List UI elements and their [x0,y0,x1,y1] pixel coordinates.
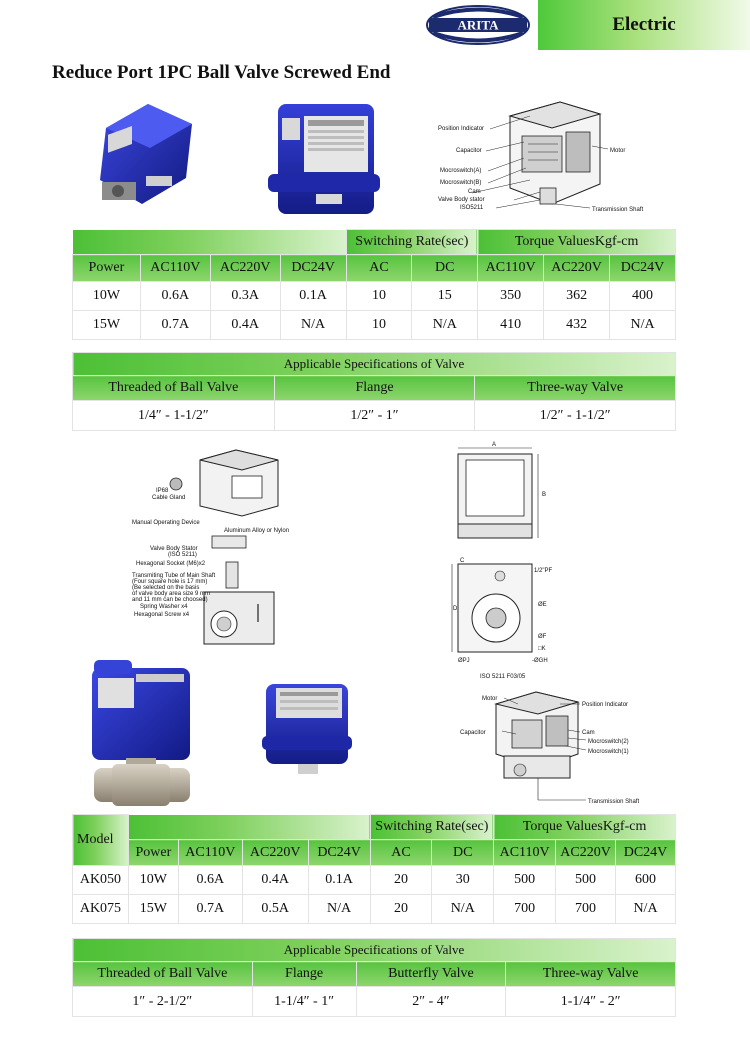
col-ac110v: AC110V [178,840,242,866]
cutaway-diagram-1 [430,96,660,220]
col-dc: DC [432,840,494,866]
col-ac: AC [346,255,412,282]
col-torque-dc24v: DC24V [616,840,676,866]
label-valve-body-stator: Valve Body Stator [150,546,198,552]
label-manual-operating-device: Manual Operating Device [132,520,200,526]
col-dc24v: DC24V [308,840,370,866]
label-body-area-size: of valve body area size 9 mm [132,591,211,597]
spec2-col-threaded: Threaded of Ball Valve [73,962,253,987]
header [0,0,750,50]
label-mocroswitch-b: Mocroswitch(B) [440,180,482,186]
label-selected-basis: (Be selected on the basis [132,585,200,591]
col-torque-dc24v: DC24V [610,255,676,282]
table-cell: 400 [610,282,676,311]
dim-b: B [542,492,547,498]
label-cam: Cam [582,730,595,736]
section-tab [538,0,750,50]
label-position-indicator: Position Indicator [438,126,485,132]
dim-gh: -ØGH [532,658,548,664]
exploded-view-diagram [128,444,304,652]
spec2-val-butterfly: 2″ - 4″ [356,987,506,1017]
table-cell: N/A [610,311,676,340]
spec2-val-three-way: 1-1/4″ - 2″ [506,987,676,1017]
table-cell: N/A [412,311,478,340]
cutaway-diagram-2 [456,684,646,806]
label-motor: Motor [482,696,498,702]
label-capacitor: Capacitor [456,148,482,154]
col-ac: AC [370,840,432,866]
table-cell: 362 [544,282,610,311]
spec2-val-threaded: 1″ - 2-1/2″ [73,987,253,1017]
table-cell [128,815,370,840]
label-position-indicator: Position Indicator [582,702,629,708]
spec2-col-three-way: Three-way Valve [506,962,676,987]
col-torque-ac220v: AC220V [556,840,616,866]
dim-a: A [492,442,497,448]
dim-pj: ØPJ [458,658,470,664]
table-row [73,282,676,311]
label-cam: Cam [468,189,481,195]
spec2-col-butterfly: Butterfly Valve [356,962,506,987]
label-mocroswitch-2: Mocroswitch(2) [588,739,629,745]
table-cell: 0.7A [178,895,242,924]
dim-e: ØE [538,602,547,608]
actuator-photo-3 [262,680,354,776]
group-switching-rate: Switching Rate(sec) [370,815,494,840]
spec1-val-three-way: 1/2″ - 1-1/2″ [475,401,676,431]
table-cell: 0.6A [178,866,242,895]
dimension-drawing [450,440,570,682]
iso-5211-f03-05: ISO 5211 F03/05 [480,674,526,680]
table-cell: 30 [432,866,494,895]
label-iso-5211: (ISO 5211) [168,552,197,558]
col-ac110v: AC110V [140,255,210,282]
table-cell: 0.6A [140,282,210,311]
table-cell: 0.3A [210,282,280,311]
label-spring-washer: Spring Washer x4 [140,604,188,610]
label-four-square-hole: (Four square hole is 17 mm) [132,579,208,585]
dim-c: C [460,558,465,564]
col-torque-ac110v: AC110V [478,255,544,282]
label-mocroswitch-1: Mocroswitch(1) [588,749,629,755]
table-cell: 15 [412,282,478,311]
spec1-col-three-way: Three-way Valve [475,376,676,401]
spec1-val-flange: 1/2″ - 1″ [274,401,475,431]
table-cell: N/A [308,895,370,924]
spec2-title: Applicable Specifications of Valve [73,939,676,962]
table-row [73,895,676,924]
col-model: Model [73,815,129,866]
col-power: Power [128,840,178,866]
table-cell: 0.4A [210,311,280,340]
table-cell: AK050 [73,866,129,895]
col-ac220v: AC220V [242,840,308,866]
label-hexagonal-socket: Hexagonal Socket (M6)x2 [136,561,206,567]
table-cell: 350 [478,282,544,311]
table-cell: 20 [370,866,432,895]
dim-d: D [453,606,458,612]
table-cell: 10W [128,866,178,895]
table-cell: N/A [616,895,676,924]
table-cell: 0.7A [140,311,210,340]
table-cell: 0.4A [242,866,308,895]
col-dc: DC [412,255,478,282]
col-power: Power [73,255,141,282]
col-torque-ac110v: AC110V [494,840,556,866]
actuator-valve-photo [86,660,196,810]
label-hexagonal-screw: Hexagonal Screw x4 [134,612,190,618]
table-cell: 600 [616,866,676,895]
valve-spec-table-1 [72,352,676,431]
label-motor: Motor [610,148,626,154]
dim-k: □K [538,646,546,652]
table-row [73,311,676,340]
table-cell: 10 [346,311,412,340]
actuator-photo-2 [264,104,382,216]
label-mocroswitch-a: Mocroswitch(A) [440,168,482,174]
table-cell: 15W [128,895,178,924]
table-cell: 20 [370,895,432,924]
label-transmiting-tube: Transmiting Tube of Main Shaft [132,573,216,579]
brand-name: ARITA [457,17,499,33]
table-cell: 0.5A [242,895,308,924]
table-cell: 500 [494,866,556,895]
table-cell: 432 [544,311,610,340]
table-cell: 500 [556,866,616,895]
table-cell: N/A [280,311,346,340]
label-aluminum-alloy: Aluminum Alloy or Nylon [224,528,290,534]
table-cell: 15W [73,311,141,340]
table-cell: 10W [73,282,141,311]
spec-table-1 [72,229,676,340]
table-cell: N/A [432,895,494,924]
spec-table-2 [72,814,676,924]
table-cell: 0.1A [280,282,346,311]
spec1-title: Applicable Specifications of Valve [73,353,676,376]
table-cell: AK075 [73,895,129,924]
label-ip68: IP68 [156,488,169,494]
valve-spec-table-2 [72,938,676,1017]
label-can-be-choosed: and 11 mm can be choosed) [132,597,208,603]
label-transmission-shaft: Transmission Shaft [588,799,640,805]
arita-logo [425,4,531,46]
group-torque-values: Torque ValuesKgf-cm [494,815,676,840]
spec2-val-flange: 1-1/4″ - 1″ [252,987,356,1017]
col-ac220v: AC220V [210,255,280,282]
group-switching-rate: Switching Rate(sec) [346,230,478,255]
table-cell: 410 [478,311,544,340]
table-cell: 0.1A [308,866,370,895]
spec1-col-flange: Flange [274,376,475,401]
table-row [73,866,676,895]
col-torque-ac220v: AC220V [544,255,610,282]
dim-pf: 1/2"PF [534,568,553,574]
label-transmission-shaft: Transmission Shaft [592,207,644,213]
label-valve-body-stator: Valve Body stator [438,197,485,203]
page-title: Reduce Port 1PC Ball Valve Screwed End [52,62,391,83]
table-cell: 700 [556,895,616,924]
table-cell: 700 [494,895,556,924]
dim-f: ØF [538,634,547,640]
section-label: Electric [612,14,676,35]
label-iso5211: ISO5211 [460,205,484,211]
spec2-col-flange: Flange [252,962,356,987]
label-cable-gland: Cable Gland [152,495,186,501]
group-torque-values: Torque ValuesKgf-cm [478,230,676,255]
spec1-val-threaded: 1/4″ - 1-1/2″ [73,401,275,431]
table-cell: 10 [346,282,412,311]
spec1-col-threaded: Threaded of Ball Valve [73,376,275,401]
col-dc24v: DC24V [280,255,346,282]
table-cell [73,230,347,255]
actuator-photo-1 [88,98,198,210]
label-capacitor: Capacitor [460,730,486,736]
